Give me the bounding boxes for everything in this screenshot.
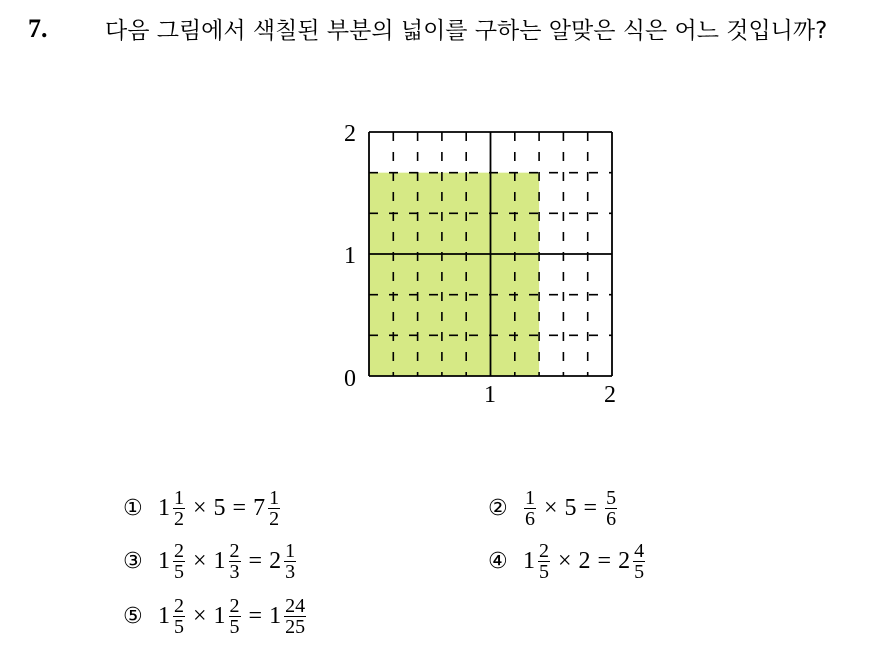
choice-3-term-2: 1 $\frac{2}{3}$ xyxy=(213,540,240,583)
choice-1[interactable]: ① 1 $\frac{1}{2}$ × 5 = 7 $\frac{1}{2}$ xyxy=(123,488,282,529)
y-tick-1: 1 xyxy=(344,243,356,269)
x-tick-1: 1 xyxy=(484,382,496,408)
choice-3-mark: ③ xyxy=(123,549,143,574)
choice-5-term-1: 1 $\frac{2}{5}$ xyxy=(158,595,184,638)
shaded-region xyxy=(369,173,539,376)
choice-2-term-1: $\frac{1}{6}$ xyxy=(525,487,535,530)
choice-2-result: $\frac{5}{6}$ xyxy=(606,487,617,530)
choice-1-term-1: 1 $\frac{1}{2}$ xyxy=(158,487,184,530)
choice-4[interactable]: ④ 1 $\frac{2}{5}$ × 2 = 2 $\frac{4}{5}$ xyxy=(488,541,647,582)
choice-4-term-1: 1 $\frac{2}{5}$ xyxy=(523,540,549,583)
y-tick-0: 0 xyxy=(344,366,356,392)
choice-3-result: 2 $\frac{1}{3}$ xyxy=(269,540,296,583)
choice-1-result: 7 $\frac{1}{2}$ xyxy=(253,487,280,530)
choice-5[interactable]: ⑤ 1 $\frac{2}{5}$ × 1 $\frac{2}{5}$ = 1 $\frac{24}{25}$ xyxy=(123,596,308,637)
choice-3-term-1: 1 $\frac{2}{5}$ xyxy=(158,540,184,583)
choice-1-mark: ① xyxy=(123,496,143,521)
choice-5-mark: ⑤ xyxy=(123,604,143,629)
choice-3[interactable]: ③ 1 $\frac{2}{5}$ × 1 $\frac{2}{3}$ = 2 $\frac{1}{3}$ xyxy=(123,541,298,582)
choice-4-mark: ④ xyxy=(488,549,508,574)
question-text: 다음 그림에서 색칠된 부분의 넓이를 구하는 알맞은 식은 어느 것입니까? xyxy=(105,18,828,44)
choice-5-term-2: 1 $\frac{2}{5}$ xyxy=(213,595,240,638)
y-tick-2: 2 xyxy=(344,121,356,147)
choice-2-mark: ② xyxy=(488,496,508,521)
choice-4-result: 2 $\frac{4}{5}$ xyxy=(618,540,645,583)
choice-5-result: 1 $\frac{24}{25}$ xyxy=(269,595,306,638)
question-number: 7. xyxy=(28,14,48,43)
choice-2[interactable]: ② $\frac{1}{6}$ × 5 = $\frac{5}{6}$ xyxy=(488,487,617,530)
x-tick-2: 2 xyxy=(604,382,616,408)
